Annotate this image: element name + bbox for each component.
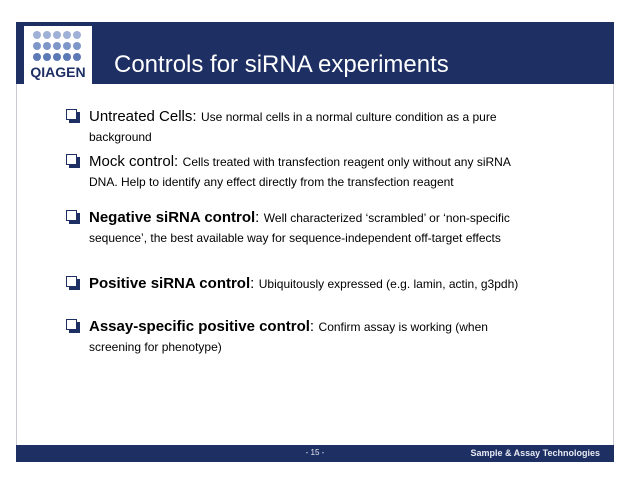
- footer-tagline: Sample & Assay Technologies: [470, 448, 600, 458]
- bullet-term: Negative siRNA control: [89, 209, 256, 226]
- logo-dot: [63, 31, 71, 39]
- logo-dot: [33, 53, 41, 61]
- logo-dot: [43, 31, 51, 39]
- footer-bar: [16, 445, 614, 462]
- logo-dot: [43, 42, 51, 50]
- checkbox-bullet-icon: [66, 319, 81, 334]
- checkbox-bullet-icon: [66, 154, 81, 169]
- bullet-description-cont: sequence’, the best available way for sequence-independent off-target effects: [89, 231, 501, 245]
- bullet-description: Ubiquitously expressed (e.g. lamin, actin, g3pdh): [258, 277, 519, 291]
- logo-dot: [33, 42, 41, 50]
- checkbox-bullet-icon: [66, 109, 81, 124]
- bullet-term: Assay-specific positive control: [89, 318, 310, 335]
- bullet-description-cont: DNA. Help to identify any effect directly from the transfection reagent: [89, 175, 454, 189]
- logo-dot: [73, 31, 81, 39]
- page-number: - 15 -: [305, 448, 325, 457]
- logo-dots-icon: [32, 30, 84, 64]
- logo-dot: [53, 42, 61, 50]
- bullet-separator: :: [192, 108, 197, 125]
- checkbox-bullet-icon: [66, 276, 81, 291]
- qiagen-logo: [24, 26, 92, 84]
- slide-title: Controls for siRNA experiments: [114, 51, 449, 78]
- logo-dot: [33, 31, 41, 39]
- bullet-separator: :: [309, 318, 315, 335]
- bullet-term: Mock control: [89, 153, 175, 170]
- bullet-description: Cells treated with transfection reagent only without any siRNA: [182, 155, 511, 169]
- bullet-description: Confirm assay is working (when: [318, 320, 488, 334]
- logo-dot: [53, 31, 61, 39]
- logo-dot: [63, 53, 71, 61]
- logo-text: QIAGEN: [30, 64, 86, 80]
- bullet-separator: :: [255, 209, 260, 226]
- bullet-separator: :: [250, 275, 255, 292]
- bullet-description-cont: screening for phenotype): [89, 340, 222, 354]
- bullet-term: Positive siRNA control: [89, 275, 251, 292]
- bullet-description-cont: background: [89, 130, 152, 144]
- logo-dot: [43, 53, 51, 61]
- logo-dot: [73, 53, 81, 61]
- logo-dot: [53, 53, 61, 61]
- checkbox-bullet-icon: [66, 210, 81, 225]
- logo-dot: [73, 42, 81, 50]
- bullet-description: Well characterized ‘scrambled’ or ‘non-specific: [263, 211, 510, 225]
- bullet-description: Use normal cells in a normal culture condition as a pure: [201, 110, 497, 124]
- bullet-term: Untreated Cells: [89, 108, 193, 125]
- bullet-separator: :: [174, 153, 179, 170]
- logo-dot: [63, 42, 71, 50]
